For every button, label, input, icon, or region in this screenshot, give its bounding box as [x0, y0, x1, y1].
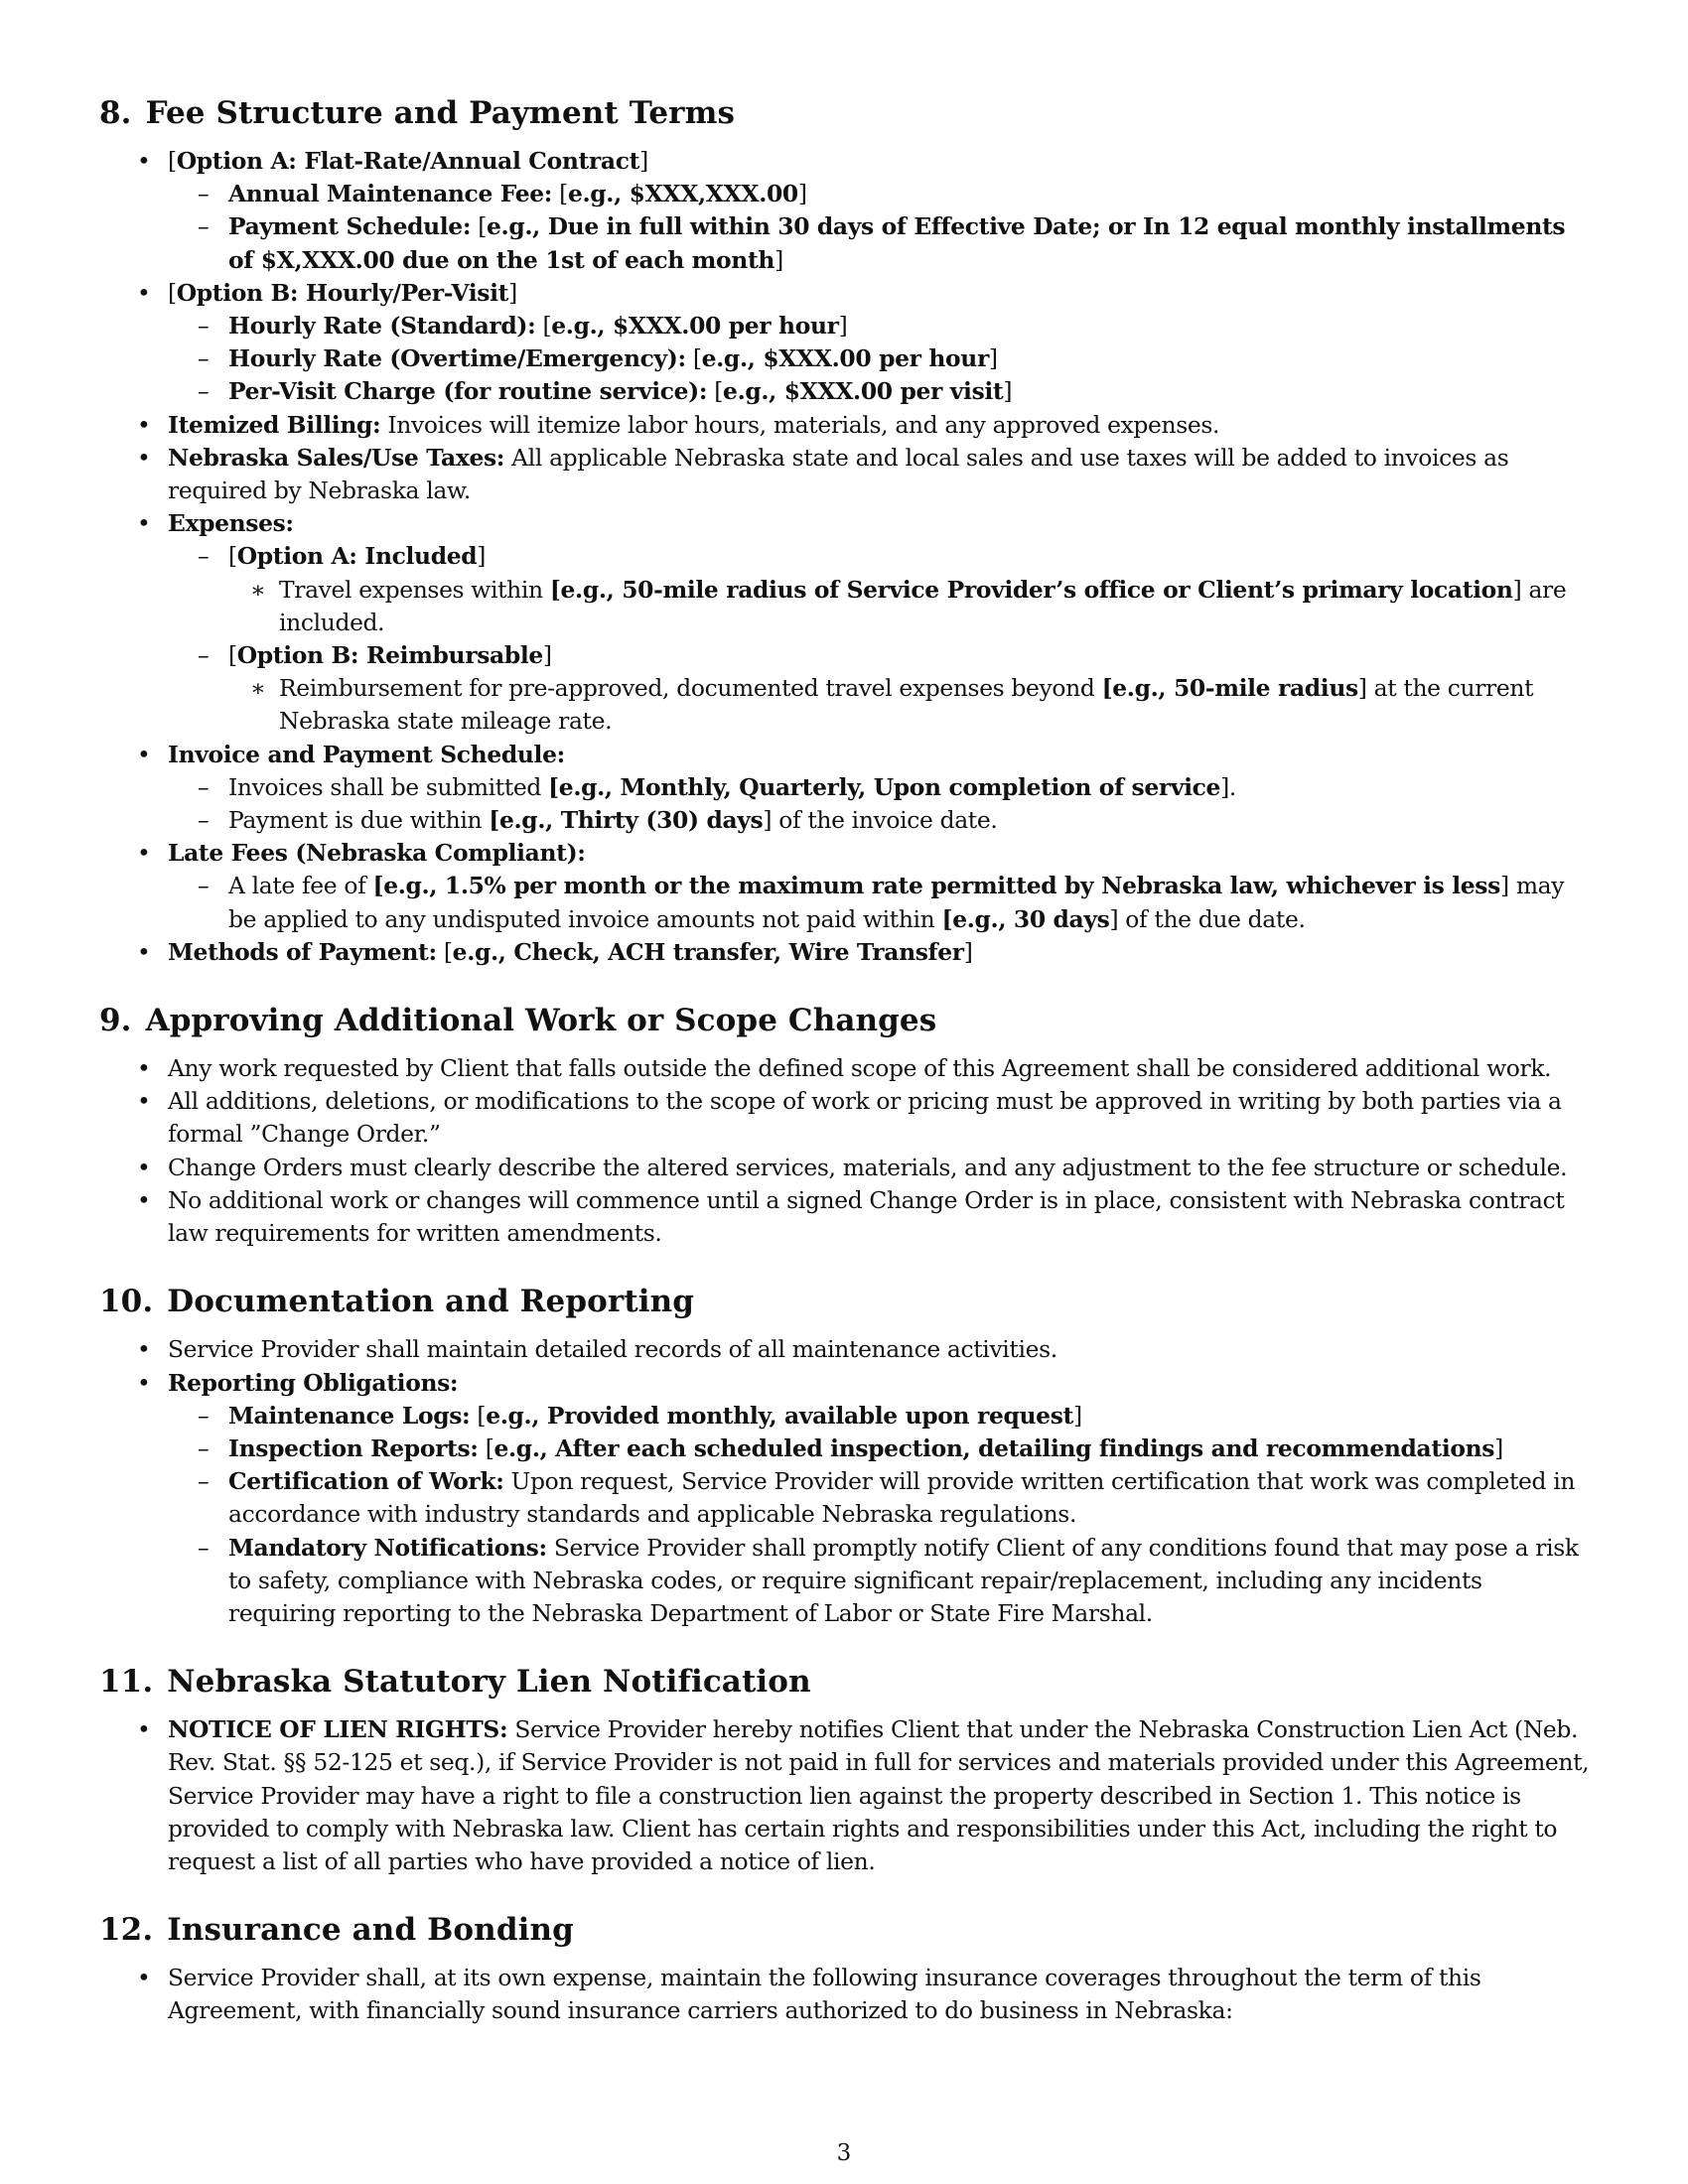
bold-text: Option A: Included — [236, 542, 478, 571]
section-number: 8. — [99, 95, 132, 131]
section-docs — [99, 1284, 1592, 1630]
list-item — [99, 837, 1592, 870]
text: ] — [639, 147, 648, 175]
bullet-marker: • — [137, 509, 151, 538]
bullet-marker: • — [137, 1335, 151, 1364]
list-item — [99, 1532, 1592, 1631]
page-number: 3 — [836, 2140, 852, 2166]
section-title: Approving Additional Work or Scope Changes — [145, 1003, 937, 1039]
list-item — [99, 804, 1592, 837]
bold-text: Certification of Work: — [228, 1467, 504, 1496]
list-item — [99, 1333, 1592, 1366]
text: Travel expenses within — [279, 575, 550, 604]
dash-marker: – — [198, 1533, 210, 1562]
bold-text: e.g., $XXX.00 per visit — [723, 377, 1004, 406]
list-item — [99, 936, 1592, 969]
list-item — [99, 1962, 1592, 2027]
list-item — [99, 1085, 1592, 1151]
text: Any work requested by Client that falls outside the defined scope of this Agreement shall be considered additional work. — [168, 1054, 1552, 1083]
list-item — [99, 342, 1592, 375]
text: Change Orders must clearly describe the altered services, materials, and any adjustment to the fee structure or schedule. — [168, 1153, 1568, 1181]
list-item — [99, 1465, 1592, 1531]
list-item — [99, 507, 1592, 540]
list-item — [99, 210, 1592, 276]
text: ] — [797, 180, 807, 208]
list-item — [99, 145, 1592, 178]
list-item — [99, 672, 1592, 738]
bold-text: Expenses: — [168, 509, 294, 538]
bullet-marker: • — [137, 937, 151, 966]
text: Service Provider shall, at its own expense, maintain the following insurance coverages throughout the term of this Agreement, with financially sound insurance carriers authorized to do business in Nebraska: — [168, 1964, 1481, 2025]
text: Service Provider hereby notifies Client that under the Nebraska Construction Lien Act (Neb. Rev. Stat. §§ 52-125 et seq.), if Service Provider is not paid in full for services and materials provided under this Agreement, Service Provider may have a right to file a construction lien against the property described in Section 1. This notice is provided to comply with Nebraska law. Client has certain rights and responsibilities under this Act, including the right to request a list of all parties who have provided a notice of lien. — [168, 1715, 1590, 1875]
bullet-marker: • — [137, 278, 151, 307]
dash-marker: – — [198, 1467, 210, 1496]
dash-marker: – — [198, 1433, 210, 1462]
section-scope — [99, 1003, 1592, 1250]
bold-text: e.g., Due in full within 30 days of Effective Date; or In 12 equal monthly installments of $X,XXX.00 due on the 1st of each month — [228, 212, 1566, 274]
text: ] of the due date. — [1109, 904, 1306, 933]
text: [ — [478, 1433, 494, 1462]
bold-text: [e.g., 50-mile radius of Service Provider’s office or Client’s primary location — [549, 575, 1513, 604]
text: ] — [838, 312, 848, 341]
text: A late fee of — [228, 872, 373, 900]
text: [ — [168, 147, 177, 175]
dash-marker: – — [198, 872, 210, 900]
bold-text: Option A: Flat-Rate/Annual Contract — [176, 147, 640, 175]
bold-text: [e.g., 50-mile radius — [1101, 674, 1358, 703]
list-item — [99, 1152, 1592, 1184]
bold-text: Payment Schedule: — [228, 212, 472, 241]
bold-text: e.g., $XXX.00 per hour — [551, 312, 839, 341]
text: No additional work or changes will commence until a signed Change Order is in place, consistent with Nebraska contract law requirements for written amendments. — [168, 1185, 1565, 1248]
bullet-marker: • — [137, 443, 151, 472]
text: Payment is due within — [228, 806, 490, 835]
bold-text: Per-Visit Charge (for routine service): — [228, 377, 708, 406]
text: [ — [471, 212, 488, 241]
list-item — [99, 870, 1592, 935]
text: ] are included. — [279, 575, 1567, 636]
text: ] — [542, 641, 552, 670]
text: [ — [552, 180, 568, 208]
section-heading — [99, 1912, 1592, 1948]
list-item — [99, 409, 1592, 442]
text: ] — [774, 245, 783, 274]
bullet-marker: • — [137, 1368, 151, 1397]
list-item — [99, 1400, 1592, 1433]
document-page — [99, 95, 1592, 2062]
bold-text: [e.g., Thirty (30) days — [489, 806, 764, 835]
text: [ — [436, 937, 453, 966]
bold-text: Nebraska Sales/Use Taxes: — [168, 443, 505, 472]
text: [ — [685, 344, 702, 373]
section-heading — [99, 1284, 1592, 1319]
bold-text: e.g., Provided monthly, available upon request — [486, 1401, 1073, 1430]
bold-text: Option B: Reimbursable — [236, 641, 543, 670]
bold-text: Hourly Rate (Standard): — [228, 312, 536, 341]
list-item — [99, 771, 1592, 804]
list-item — [99, 540, 1592, 573]
bold-text: Hourly Rate (Overtime/Emergency): — [228, 344, 686, 373]
bold-text: Invoice and Payment Schedule: — [168, 740, 565, 768]
bold-text: Maintenance Logs: — [228, 1401, 471, 1430]
bold-text: Itemized Billing: — [168, 410, 381, 439]
list-item — [99, 442, 1592, 507]
list-item — [99, 1367, 1592, 1400]
section-title: Documentation and Reporting — [167, 1284, 695, 1320]
section-title: Insurance and Bonding — [167, 1912, 574, 1949]
list-item — [99, 639, 1592, 672]
dash-marker: – — [198, 180, 210, 208]
section-title: Nebraska Statutory Lien Notification — [167, 1664, 811, 1701]
dash-marker: – — [198, 344, 210, 373]
section-number: 12. — [99, 1912, 154, 1949]
text: ] of the invoice date. — [763, 806, 998, 835]
bold-text: Inspection Reports: — [228, 1433, 479, 1462]
section-number: 10. — [99, 1284, 154, 1320]
bold-text: Late Fees (Nebraska Compliant): — [168, 839, 586, 868]
text: ] — [1003, 377, 1013, 406]
bold-text: [e.g., 30 days — [941, 904, 1110, 933]
bullet-marker: • — [137, 1054, 151, 1083]
text: [ — [228, 542, 237, 571]
bold-text: NOTICE OF LIEN RIGHTS: — [168, 1715, 508, 1744]
dash-marker: – — [198, 212, 210, 241]
section-insurance — [99, 1912, 1592, 2027]
dash-marker: – — [198, 377, 210, 406]
text: ] at the current Nebraska state mileage rate. — [279, 674, 1534, 736]
bullet-marker: • — [137, 740, 151, 768]
text: All additions, deletions, or modifications to the scope of work or pricing must be approved in writing by both parties via a formal ”Change Order.” — [168, 1087, 1562, 1149]
bullet-marker: • — [137, 410, 151, 439]
section-number: 11. — [99, 1664, 154, 1701]
text: Invoices will itemize labor hours, materials, and any approved expenses. — [380, 410, 1220, 439]
section-title: Fee Structure and Payment Terms — [145, 95, 736, 131]
list-item — [99, 1713, 1592, 1878]
bold-text: Mandatory Notifications: — [228, 1533, 547, 1562]
dash-marker: – — [198, 772, 210, 801]
text: ] — [963, 937, 973, 966]
text: Service Provider shall promptly notify Client of any conditions found that may pose a risk to safety, compliance with Nebraska codes, or require significant repair/replacement, including any incidents requiring reporting to the Nebraska Department of Labor or State Fire Marshal. — [228, 1533, 1579, 1627]
text: Upon request, Service Provider will provide written certification that work was completed in accordance with industry standards and applicable Nebraska regulations. — [228, 1467, 1576, 1529]
text: Invoices shall be submitted — [228, 772, 549, 801]
list-item — [99, 574, 1592, 639]
text: ] — [508, 278, 517, 307]
bullet-marker: • — [137, 1153, 151, 1181]
list-item — [99, 1433, 1592, 1465]
bold-text: e.g., Check, ACH transfer, Wire Transfer — [452, 937, 964, 966]
text: ]. — [1220, 772, 1236, 801]
dash-marker: – — [198, 312, 210, 341]
text: ] — [477, 542, 487, 571]
bold-text: e.g., After each scheduled inspection, detailing findings and recommendations — [493, 1433, 1495, 1462]
asterisk-marker: ∗ — [250, 575, 266, 604]
bullet-marker: • — [137, 1964, 151, 1992]
list-item — [99, 739, 1592, 771]
text: ] — [1072, 1401, 1082, 1430]
text: All applicable Nebraska state and local sales and use taxes will be added to invoices as required by Nebraska law. — [168, 443, 1509, 505]
bold-text: Methods of Payment: — [168, 937, 437, 966]
section-fees — [99, 95, 1592, 969]
section-heading — [99, 1003, 1592, 1038]
text: [ — [470, 1401, 487, 1430]
dash-marker: – — [198, 542, 210, 571]
dash-marker: – — [198, 641, 210, 670]
dash-marker: – — [198, 806, 210, 835]
dash-marker: – — [198, 1401, 210, 1430]
text: ] may be applied to any undisputed invoice amounts not paid within — [228, 872, 1565, 933]
asterisk-marker: ∗ — [250, 674, 266, 703]
bullet-marker: • — [137, 1185, 151, 1214]
text: Reimbursement for pre-approved, documented travel expenses beyond — [279, 674, 1102, 703]
bullet-marker: • — [137, 147, 151, 175]
text: [ — [228, 641, 237, 670]
section-number: 9. — [99, 1003, 132, 1039]
list-item — [99, 178, 1592, 210]
bold-text: [e.g., Monthly, Quarterly, Upon completion of service — [548, 772, 1221, 801]
text: ] — [988, 344, 998, 373]
text: ] — [1494, 1433, 1503, 1462]
list-item — [99, 375, 1592, 408]
bullet-marker: • — [137, 839, 151, 868]
bold-text: e.g., $XXX,XXX.00 — [567, 180, 798, 208]
bold-text: Annual Maintenance Fee: — [228, 180, 553, 208]
bold-text: [e.g., 1.5% per month or the maximum rate permitted by Nebraska law, whichever is less — [372, 872, 1500, 900]
bold-text: Option B: Hourly/Per-Visit — [176, 278, 509, 307]
list-item — [99, 1184, 1592, 1250]
bold-text: e.g., $XXX.00 per hour — [701, 344, 989, 373]
text: Service Provider shall maintain detailed records of all maintenance activities. — [168, 1335, 1057, 1364]
text: [ — [707, 377, 724, 406]
text: [ — [535, 312, 552, 341]
list-item — [99, 310, 1592, 342]
list-item — [99, 277, 1592, 310]
bullet-marker: • — [137, 1715, 151, 1744]
section-heading — [99, 95, 1592, 131]
section-heading — [99, 1664, 1592, 1700]
section-lien — [99, 1664, 1592, 1878]
list-item — [99, 1052, 1592, 1085]
bold-text: Reporting Obligations: — [168, 1368, 459, 1397]
bullet-marker: • — [137, 1087, 151, 1116]
text: [ — [168, 278, 177, 307]
